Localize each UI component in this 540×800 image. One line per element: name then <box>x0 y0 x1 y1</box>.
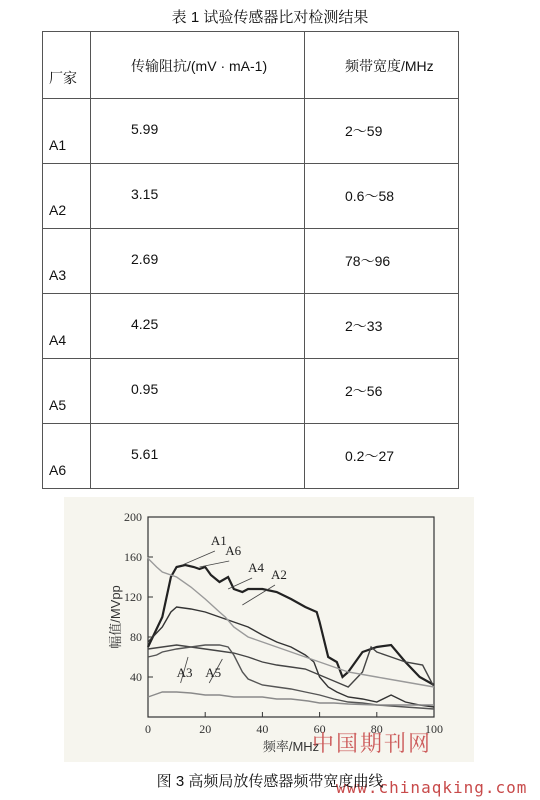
vendor-text: A4 <box>49 332 67 348</box>
series-label-a6: A6 <box>225 543 242 558</box>
series-line-a5 <box>148 692 434 705</box>
table-header-row <box>43 32 459 99</box>
y-tick-label: 80 <box>130 630 142 644</box>
table-row <box>43 99 459 164</box>
x-tick-label: 20 <box>199 722 212 736</box>
cell-vendor <box>43 424 91 489</box>
table-row <box>43 294 459 359</box>
series-label-a2: A2 <box>270 567 287 582</box>
cell-impedance <box>91 99 305 164</box>
bandwidth-text: 0.2～27 <box>345 448 395 464</box>
bandwidth-text: 2～59 <box>345 123 383 139</box>
header-vendor <box>43 32 91 99</box>
header-bandwidth-label: 频带宽度/MHz <box>345 58 434 74</box>
header-impedance-label: 传输阻抗/(mV · mA-1) <box>131 58 268 74</box>
cell-bandwidth <box>305 229 459 294</box>
cell-impedance <box>91 164 305 229</box>
bandwidth-text: 2～33 <box>345 318 383 334</box>
impedance-text: 5.99 <box>131 121 159 137</box>
table-row <box>43 359 459 424</box>
y-axis-label: 幅值/MVpp <box>108 585 123 649</box>
cell-vendor <box>43 229 91 294</box>
y-tick-label: 40 <box>130 670 142 684</box>
header-impedance <box>91 32 305 99</box>
figure-caption: 图 3 高频局放传感器频带宽度曲线 <box>156 773 384 790</box>
header-vendor-label: 厂家 <box>49 70 77 86</box>
cell-impedance <box>91 229 305 294</box>
x-tick-label: 60 <box>313 722 326 736</box>
cell-impedance <box>91 294 305 359</box>
table-row <box>43 424 459 489</box>
series-label-leader <box>199 561 229 567</box>
cell-vendor <box>43 99 91 164</box>
x-tick-label: 80 <box>370 722 383 736</box>
y-tick-label: 120 <box>124 590 142 604</box>
series-label-a1: A1 <box>210 533 227 548</box>
plot-frame <box>148 517 434 717</box>
vendor-text: A1 <box>49 137 67 153</box>
cell-bandwidth <box>305 164 459 229</box>
vendor-text: A2 <box>49 202 67 218</box>
bandwidth-text: 0.6～58 <box>345 188 395 204</box>
y-tick-label: 200 <box>124 510 142 524</box>
cell-bandwidth <box>305 359 459 424</box>
table-row <box>43 229 459 294</box>
x-tick-label: 40 <box>256 722 269 736</box>
series-label-a4: A4 <box>248 560 264 575</box>
x-tick-label: 0 <box>145 722 151 736</box>
impedance-text: 5.61 <box>131 446 159 462</box>
bandwidth-figure <box>64 497 474 762</box>
y-tick-label: 160 <box>124 550 142 564</box>
series-label-a5: A5 <box>205 665 222 680</box>
results-table <box>42 31 459 489</box>
bandwidth-chart <box>64 497 474 762</box>
vendor-text: A6 <box>49 462 67 478</box>
cell-bandwidth <box>305 424 459 489</box>
cell-vendor <box>43 359 91 424</box>
cell-bandwidth <box>305 294 459 359</box>
x-tick-label: 100 <box>425 722 443 736</box>
vendor-text: A3 <box>49 267 67 283</box>
watermark-text: 中国期刊网 <box>312 732 433 757</box>
series-label-a3: A3 <box>176 665 193 680</box>
impedance-text: 4.25 <box>131 316 159 332</box>
watermark-url: www.chinaqking.com <box>336 778 528 797</box>
table-caption: 表 1 试验传感器比对检测结果 <box>171 9 369 26</box>
bandwidth-text: 78～96 <box>345 253 391 269</box>
bandwidth-text: 2～56 <box>345 383 383 399</box>
impedance-text: 3.15 <box>131 186 159 202</box>
impedance-text: 2.69 <box>131 251 159 267</box>
cell-bandwidth <box>305 99 459 164</box>
table-row <box>43 164 459 229</box>
series-label-leader <box>182 551 215 565</box>
cell-vendor <box>43 294 91 359</box>
impedance-text: 0.95 <box>131 381 159 397</box>
cell-impedance <box>91 359 305 424</box>
x-axis-label: 频率/MHz <box>262 739 320 754</box>
header-bandwidth <box>305 32 459 99</box>
cell-impedance <box>91 424 305 489</box>
vendor-text: A5 <box>49 397 67 413</box>
cell-vendor <box>43 164 91 229</box>
